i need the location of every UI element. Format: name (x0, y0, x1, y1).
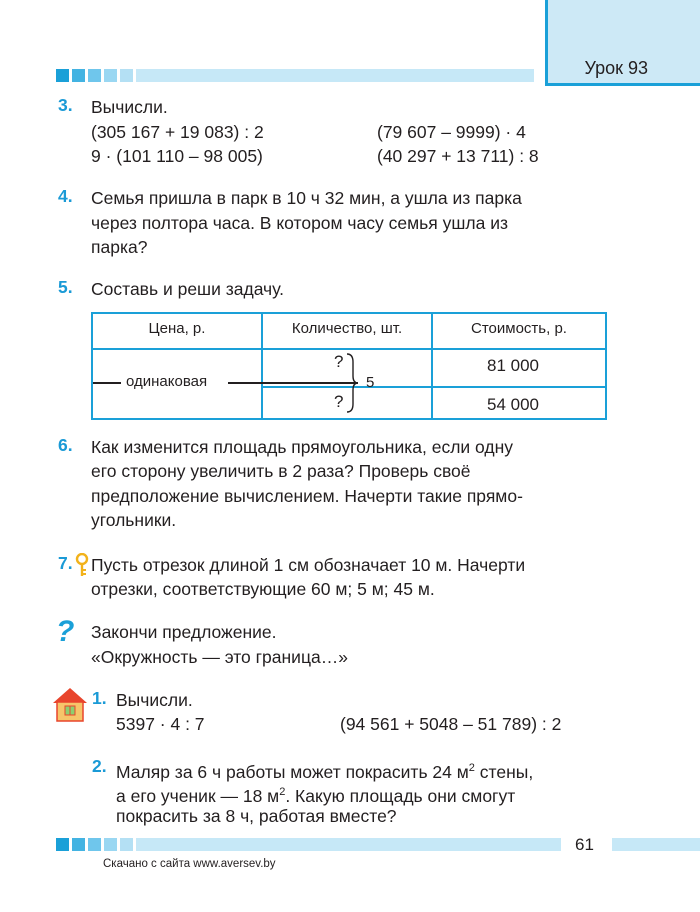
task-3-expr: (305 167 + 19 083) : 2 (91, 122, 264, 142)
task-3-expr: (40 297 + 13 711) : 8 (377, 146, 539, 166)
task-3-title: Вычисли. (91, 97, 168, 117)
home-task-2-number: 2. (92, 756, 107, 776)
task-6-line: предположение вычислением. Начерти такие прямо- (91, 486, 523, 506)
task-6-number: 6. (58, 435, 73, 455)
source-link[interactable]: Скачано с сайта www.aversev.by (103, 858, 276, 870)
quantity-cell: ? (334, 352, 344, 371)
footer-stripe (56, 838, 561, 851)
table-header-cost: Стоимость, р. (471, 320, 567, 337)
home-task-1-title: Вычисли. (116, 690, 193, 710)
task-4-line: Семья пришла в парк в 10 ч 32 мин, а ушла из парка (91, 188, 522, 208)
home-task-1-expr: 5397 · 4 : 7 (116, 714, 205, 734)
task-5-number: 5. (58, 277, 73, 297)
task-7-line: Пусть отрезок длиной 1 см обозначает 10 м. Начерти (91, 555, 526, 575)
cost-cell: 81 000 (487, 356, 539, 375)
task-3-expr: 9 · (101 110 – 98 005) (91, 146, 263, 166)
price-line-right (228, 382, 358, 384)
price-line-left (93, 382, 121, 384)
house-icon (52, 686, 88, 722)
lesson-title: Урок 93 (584, 58, 648, 78)
task-3-number: 3. (58, 95, 73, 115)
home-task-2-line: Маляр за 6 ч работы может покрасить 24 $м^2$ стены, (116, 761, 534, 782)
task-3-expr: (79 607 – 9999) · 4 (377, 122, 526, 142)
cost-cell: 54 000 (487, 395, 539, 414)
footer-bar-right (612, 838, 700, 851)
task-4-line: парка? (91, 237, 148, 257)
table-header-price: Цена, р. (148, 320, 206, 337)
task-4-line: через полтора часа. В котором часу семья ушла из (91, 213, 509, 233)
question-icon: ? (56, 615, 75, 648)
question-line: «Окружность — это граница…» (91, 647, 348, 667)
brace-icon (345, 352, 359, 414)
task-6-line: его сторону увеличить в 2 раза? Проверь своё (91, 461, 471, 481)
task-5-title: Составь и реши задачу. (91, 279, 285, 299)
task-6-line: Как изменится площадь прямоугольника, если одну (91, 437, 514, 457)
table-header-quantity: Количество, шт. (291, 320, 403, 337)
quantity-total: 5 (366, 374, 375, 391)
home-task-1-expr: (94 561 + 5048 – 51 789) : 2 (340, 714, 562, 734)
home-task-1-number: 1. (92, 688, 107, 708)
header-stripe (56, 69, 534, 82)
price-cell: одинаковая (126, 373, 208, 390)
home-task-2-line: а его ученик — 18 $м^2$. Какую площадь они смогут (116, 785, 516, 806)
question-line: Закончи предложение. (91, 622, 277, 642)
task-6-line: угольники. (91, 510, 177, 530)
task-4-number: 4. (58, 186, 73, 206)
key-icon (74, 553, 90, 577)
home-task-2-line: покрасить за 8 ч, работая вместе? (116, 806, 397, 826)
task-7-line: отрезки, соответствующие 60 м; 5 м; 45 м. (91, 579, 435, 599)
task-7-number: 7. (58, 553, 73, 573)
page-number: 61 (575, 835, 594, 854)
quantity-cell: ? (334, 392, 344, 411)
